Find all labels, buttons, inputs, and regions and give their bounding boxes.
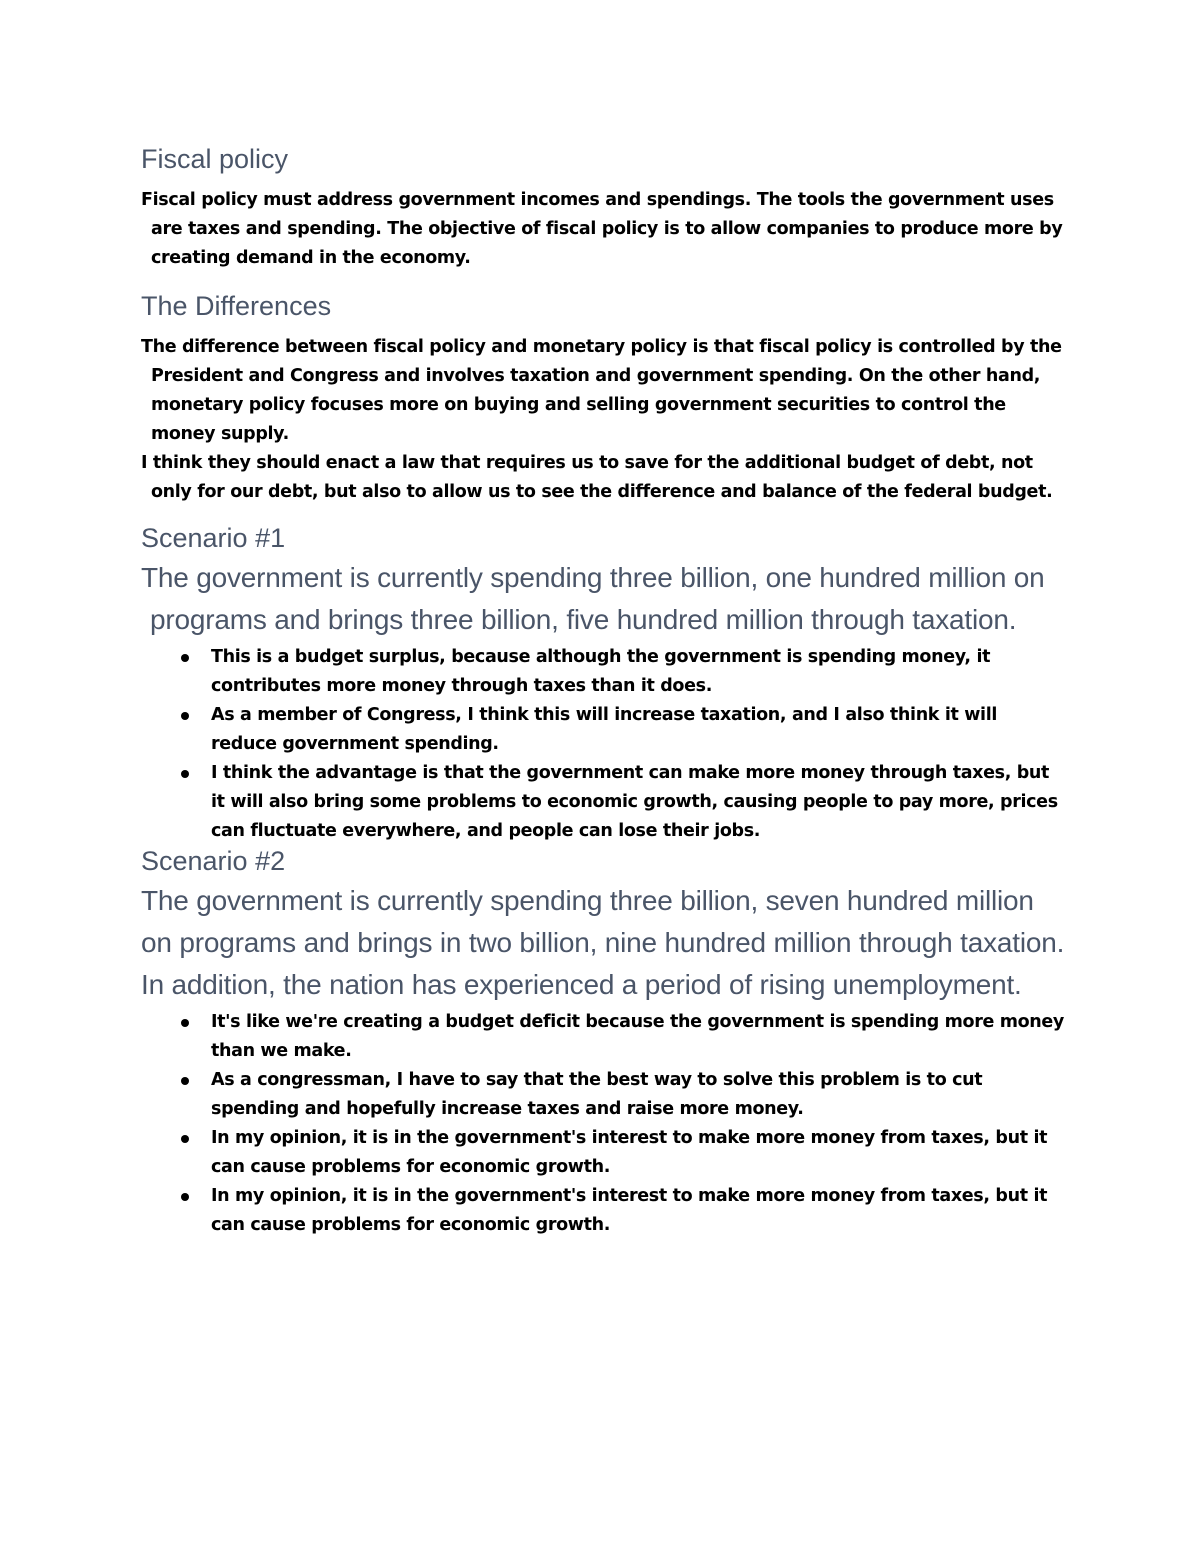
bullet-icon [181, 654, 189, 662]
heading-differences: The Differences [141, 291, 332, 321]
scenario-1-description: The government is currently spending three billion, one hundred million on programs and brings three billion, five hundred million through taxation. [141, 562, 1045, 635]
paragraph-differences: The difference between fiscal policy and monetary policy is that fiscal policy is controlled by the President and Congress and involves taxation and government spending. On the other hand, monetary policy focuses more on buying and selling government securities to control the money supply. [141, 337, 1062, 444]
heading-scenario-2: Scenario #2 [141, 846, 286, 876]
list-item [141, 1124, 1066, 1182]
list-item [141, 1182, 1066, 1240]
scenario-1-bullet-list [141, 643, 1066, 846]
list-item-text: It's like we're creating a budget deficit because the government is spending more money than we make. [211, 1012, 1064, 1061]
heading-scenario-1: Scenario #1 [141, 523, 286, 553]
bullet-icon [181, 712, 189, 720]
heading-fiscal-policy: Fiscal policy [141, 144, 289, 174]
list-item [141, 643, 1066, 701]
bullet-icon [181, 1019, 189, 1027]
bullet-icon [181, 770, 189, 778]
list-item [141, 1008, 1066, 1066]
scenario-2-bullet-list [141, 1008, 1066, 1240]
list-item-text: In my opinion, it is in the government's interest to make more money from taxes, but it can cause problems for economic growth. [211, 1186, 1048, 1235]
bullet-icon [181, 1135, 189, 1143]
list-item-text: This is a budget surplus, because although the government is spending money, it contributes more money through taxes than it does. [211, 647, 991, 696]
bullet-icon [181, 1077, 189, 1085]
list-item-text: As a congressman, I have to say that the best way to solve this problem is to cut spending and hopefully increase taxes and raise more money. [211, 1070, 983, 1119]
paragraph-fiscal-policy: Fiscal policy must address government incomes and spendings. The tools the government uses are taxes and spending. The objective of fiscal policy is to allow companies to produce more by creating demand in the economy. [141, 190, 1063, 268]
scenario-2-description: The government is currently spending three billion, seven hundred million on programs and brings in two billion, nine hundred million through taxation. In addition, the nation has experienced a period of rising unemployment. [141, 885, 1065, 1000]
paragraph-opinion-law: I think they should enact a law that requires us to save for the additional budget of debt, not only for our debt, but also to allow us to see the difference and balance of the federal budget. [141, 453, 1053, 502]
list-item [141, 759, 1066, 846]
list-item [141, 701, 1066, 759]
list-item [141, 1066, 1066, 1124]
list-item-text: As a member of Congress, I think this will increase taxation, and I also think it will reduce government spending. [211, 705, 998, 754]
bullet-icon [181, 1193, 189, 1201]
document-content [141, 142, 1066, 1240]
list-item-text: In my opinion, it is in the government's interest to make more money from taxes, but it can cause problems for economic growth. [211, 1128, 1048, 1177]
list-item-text: I think the advantage is that the government can make more money through taxes, but it will also bring some problems to economic growth, causing people to pay more, prices can fluctuate everywhere, and people can lose their jobs. [211, 763, 1058, 841]
